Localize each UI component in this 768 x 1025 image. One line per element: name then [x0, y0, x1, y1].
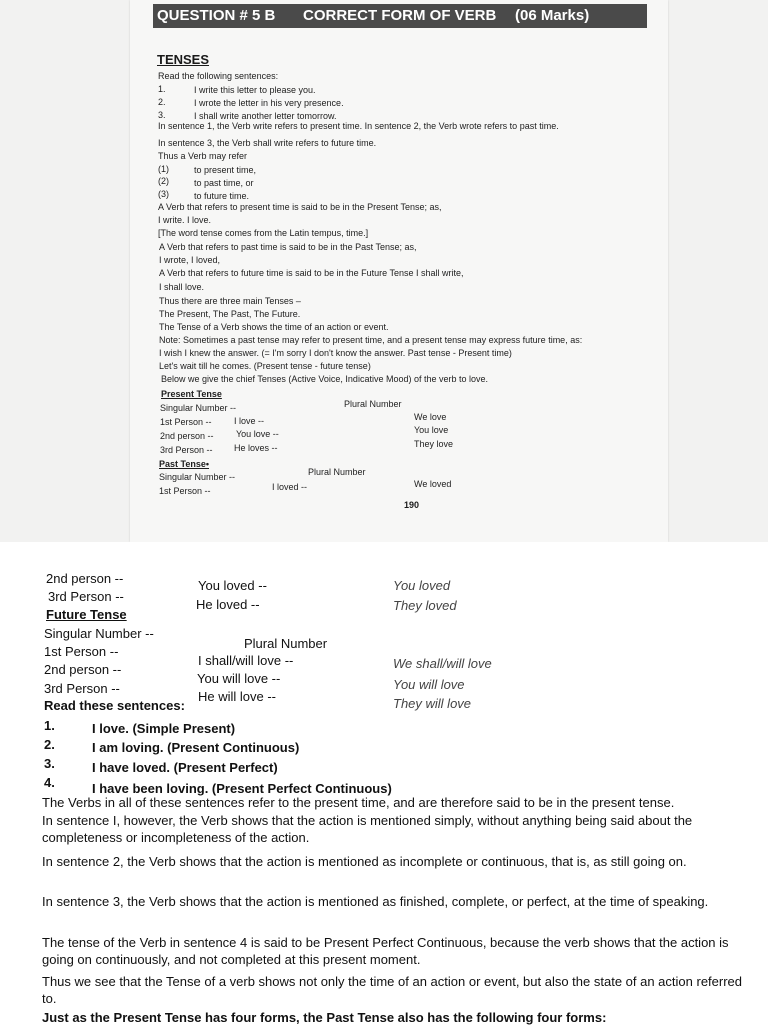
list-text: I wrote the letter in his very presence.	[194, 98, 344, 108]
list-number: 3.	[44, 756, 55, 771]
text-line: I write. I love.	[158, 215, 212, 225]
text-line: In sentence 1, the Verb write refers to present time. In sentence 2, the Verb wrote refers to past time.	[158, 121, 559, 131]
person-label: 3rd Person --	[160, 445, 213, 455]
list-text: to future time.	[194, 191, 250, 201]
plural-label: Plural Number	[344, 399, 402, 409]
text-line: A Verb that refers to future time is said to be in the Future Tense I shall write,	[159, 268, 464, 278]
plural-form: They love	[414, 439, 454, 449]
list-text: to present time,	[194, 165, 257, 175]
person-label: 2nd person --	[160, 431, 214, 441]
list-number: (3)	[158, 189, 169, 199]
list-text: I shall write another letter tomorrow.	[194, 111, 337, 121]
text-line: [The word tense comes from the Latin tempus, time.]	[158, 228, 369, 238]
plural-form: You will love	[393, 677, 465, 692]
text-line: Note: Sometimes a past tense may refer to present time, and a present tense may express future time, as:	[159, 335, 583, 345]
list-text: to past time, or	[194, 178, 254, 188]
singular-form: He will love --	[198, 689, 277, 704]
text-line: I wrote, I loved,	[159, 255, 221, 265]
list-number: 2.	[44, 737, 55, 752]
plural-form: We loved	[414, 479, 452, 489]
plural-form: We shall/will love	[393, 656, 492, 671]
text-line: I shall love.	[159, 282, 205, 292]
plural-form: We love	[414, 412, 447, 422]
person-label: 2nd person --	[46, 571, 124, 586]
list-text: I write this letter to please you.	[194, 85, 316, 95]
section-heading: TENSES	[157, 52, 210, 67]
singular-form: He loved --	[196, 597, 260, 612]
past-tense-heading: Past Tense•	[159, 459, 210, 469]
plural-form: You loved	[393, 578, 451, 593]
singular-label: Singular Number --	[160, 403, 237, 413]
list-number: 1.	[158, 84, 166, 94]
singular-form: You love --	[236, 429, 279, 439]
singular-form: I shall/will love --	[198, 653, 294, 668]
person-label: 3rd Person --	[48, 589, 124, 604]
question-marks: (06 Marks)	[515, 7, 590, 24]
list-text: I am loving. (Present Continuous)	[92, 740, 300, 755]
list-text: I have been loving. (Present Perfect Continuous)	[92, 781, 392, 796]
person-label: 1st Person --	[44, 644, 119, 659]
text-line: Read the following sentences:	[158, 71, 279, 81]
future-tense-heading: Future Tense	[46, 607, 127, 622]
text-line: A Verb that refers to present time is said to be in the Present Tense; as,	[158, 202, 442, 212]
text-line: Thus there are three main Tenses –	[159, 296, 301, 306]
singular-label: Singular Number --	[159, 472, 236, 482]
plural-label: Plural Number	[308, 467, 366, 477]
paragraph: Just as the Present Tense has four forms, the Past Tense also has the following four forms:	[42, 1010, 607, 1025]
list-number: 4.	[44, 775, 55, 790]
text-line: A Verb that refers to past time is said to be in the Past Tense; as,	[159, 242, 417, 252]
singular-form: He loves --	[234, 443, 278, 453]
person-label: 1st Person --	[160, 417, 212, 427]
singular-form: You will love --	[197, 671, 281, 686]
paragraph: In sentence 2, the Verb shows that the action is mentioned as incomplete or continuous, that is, as still going on.	[42, 854, 687, 869]
person-label: 1st Person --	[159, 486, 211, 496]
text-line: Let's wait till he comes. (Present tense - future tense)	[159, 361, 371, 371]
list-number: (2)	[158, 176, 169, 186]
person-label: 3rd Person --	[44, 681, 120, 696]
read-these-label: Read these sentences:	[44, 698, 185, 713]
text-line: Below we give the chief Tenses (Active Voice, Indicative Mood) of the verb to love.	[161, 374, 489, 384]
list-number: (1)	[158, 164, 169, 174]
text-line: In sentence 3, the Verb shall write refers to future time.	[158, 138, 377, 148]
paragraph: In sentence I, however, the Verb shows that the action is mentioned simply, without anything being said about the completeness or incompleteness of the action.	[42, 813, 693, 845]
singular-form: You loved --	[198, 578, 267, 593]
photo-divider	[0, 542, 768, 548]
question-banner	[153, 4, 647, 28]
plural-label: Plural Number	[244, 636, 328, 651]
paragraph: Thus we see that the Tense of a verb shows not only the time of an action or event, but also the state of an action referred to.	[42, 974, 743, 1006]
text-line: Thus a Verb may refer	[158, 151, 248, 161]
list-text: I have loved. (Present Perfect)	[92, 760, 278, 775]
text-line: The Tense of a Verb shows the time of an action or event.	[159, 322, 389, 332]
plural-form: They loved	[393, 598, 457, 613]
text-line: The Present, The Past, The Future.	[159, 309, 301, 319]
plural-form: They will love	[393, 696, 472, 711]
paragraph: The tense of the Verb in sentence 4 is said to be Present Perfect Continuous, because the verb shows that the action is going on continuously, and not completed at this present moment.	[42, 935, 729, 967]
singular-label: Singular Number --	[44, 626, 154, 641]
person-label: 2nd person --	[44, 662, 122, 677]
text-line: I wish I knew the answer. (= I'm sorry I don't know the answer. Past tense - Present time)	[159, 348, 512, 358]
list-text: I love. (Simple Present)	[92, 721, 236, 736]
list-number: 2.	[158, 97, 166, 107]
question-number: QUESTION # 5 B	[157, 7, 276, 24]
question-topic: CORRECT FORM OF VERB	[303, 7, 497, 24]
plural-form: You love	[414, 425, 449, 435]
present-tense-heading: Present Tense	[161, 389, 222, 399]
singular-form: I love --	[234, 416, 265, 426]
page-number: 190	[404, 500, 420, 510]
paragraph: The Verbs in all of these sentences refer to the present time, and are therefore said to be in the present tense.	[42, 795, 675, 810]
singular-form: I loved --	[272, 482, 308, 492]
list-number: 3.	[158, 110, 166, 120]
list-number: 1.	[44, 718, 55, 733]
paragraph: In sentence 3, the Verb shows that the action is mentioned as finished, complete, or perfect, at the time of speaking.	[42, 894, 709, 909]
